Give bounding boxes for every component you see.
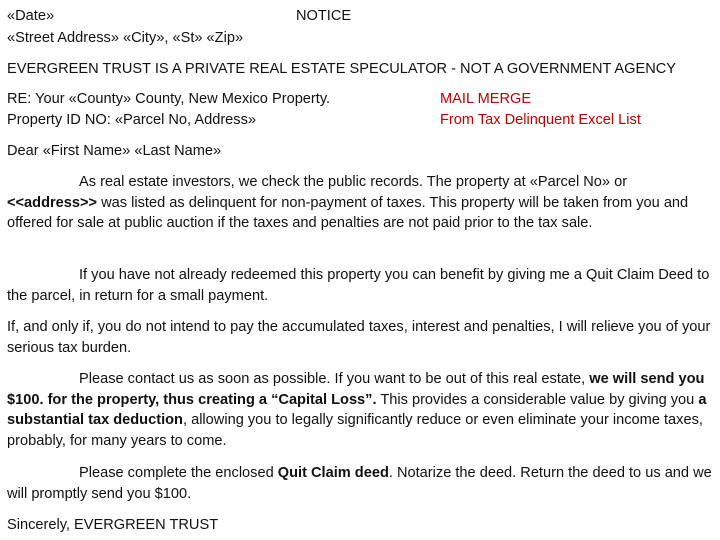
- paragraph-1: [7, 172, 713, 234]
- property-id-label: Property ID NO:: [7, 112, 115, 128]
- p4-offer-text: we will send you $100. for the property, thus creating a “Capital Loss”.: [7, 371, 705, 408]
- p4-tax-deduction-text: a substantial tax deduction: [7, 391, 707, 428]
- address-line: «Street Address» «City», «St» «Zip»: [7, 30, 244, 46]
- property-id-value: «Parcel No, Address»: [114, 112, 257, 128]
- p1-text-a: As real estate investors, we check the public records. The property at: [79, 174, 530, 190]
- property-id-line: [7, 110, 256, 131]
- paragraph-5: [7, 463, 713, 504]
- p5-text-c: . Notarize the deed. Return the deed to us and we will promptly send you $100.: [7, 465, 712, 502]
- paragraph-3: [7, 317, 713, 358]
- salutation-name: «First Name» «Last Name»: [42, 143, 222, 159]
- paragraph-4: [7, 369, 713, 451]
- mail-merge-source-note: From Tax Delinquent Excel List: [440, 112, 641, 128]
- p3-text: If, and only if, you do not intend to pay the accumulated taxes, interest and penalties, I will relieve you of your serious tax burden.: [7, 319, 711, 356]
- date-field: «Date»: [7, 8, 55, 24]
- p4-text-c: This provides a considerable value by giving you: [376, 391, 699, 408]
- notice-heading: NOTICE: [296, 8, 352, 24]
- p5-quit-claim-text: Quit Claim deed: [277, 465, 389, 481]
- disclaimer: EVERGREEN TRUST IS A PRIVATE REAL ESTATE SPECULATOR - NOT A GOVERNMENT AGENCY: [7, 61, 677, 77]
- p2-text: If you have not already redeemed this property you can benefit by giving me a Quit Claim Deed to the parcel, in return for a small payment.: [7, 267, 710, 304]
- salutation: [7, 141, 221, 162]
- p4-text-e: , allowing you to legally significantly reduce or even eliminate your income taxes, probably, for many years to come.: [7, 412, 703, 449]
- re-line: RE: Your «County» County, New Mexico Property.: [7, 91, 331, 107]
- salutation-prefix: Dear: [7, 143, 43, 159]
- p1-text-d: was listed as delinquent for non-payment of taxes. This property will be taken from you and offered for sale at public auction if the taxes and penalties are not paid prior to the tax sale.: [7, 194, 689, 231]
- p1-parcel-field: «Parcel No» or: [529, 174, 628, 190]
- p4-text-a: Please contact us as soon as possible. If you want to be out of this real estate,: [79, 371, 590, 387]
- p1-address-field: <<address>>: [7, 194, 98, 211]
- closing: Sincerely, EVERGREEN TRUST: [7, 517, 219, 533]
- p5-text-a: Please complete the enclosed: [79, 465, 278, 481]
- paragraph-2: [7, 265, 713, 306]
- mail-merge-note: MAIL MERGE: [440, 91, 532, 107]
